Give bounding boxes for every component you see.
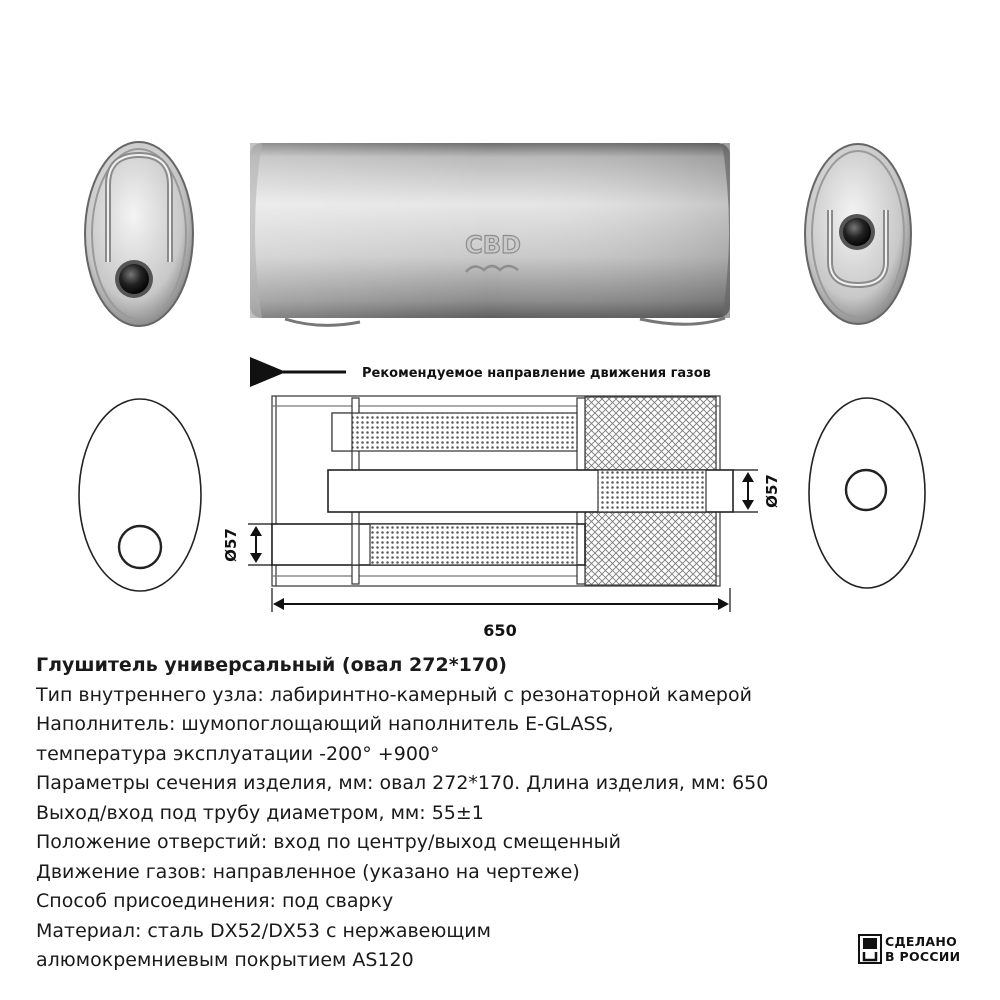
spec-line: алюмокремниевым покрытием AS120 — [36, 949, 414, 971]
spec-list — [36, 651, 836, 976]
ru-mark-icon — [858, 934, 882, 964]
spec-line: Движение газов: направленное (указано на чертеже) — [36, 860, 580, 883]
spec-line: температура эксплуатации -200° +900° — [36, 742, 440, 765]
inlet-hole-right — [846, 470, 886, 510]
spec-line: Выход/вход под трубу диаметром, мм: 55±1 — [36, 801, 484, 824]
spec-line: Наполнитель: шумопоглощающий наполнитель E-GLASS, — [36, 713, 614, 735]
spec-line: Тип внутреннего узла: лабиринтно-камерный с резонаторной камерой — [36, 683, 752, 706]
dim-right-label: Ø57 — [763, 474, 781, 508]
dimension-right — [733, 470, 758, 512]
cross-section — [272, 396, 733, 586]
flow-direction — [283, 366, 711, 381]
spec-line: Положение отверстий: вход по центру/выход смещенный — [36, 831, 621, 853]
end-view-right — [809, 398, 925, 588]
muffler-body-photo — [250, 143, 730, 325]
dim-left-label: Ø57 — [222, 528, 240, 562]
end-cap-left-photo — [85, 142, 193, 326]
end-view-left — [79, 399, 201, 591]
dimension-length — [272, 588, 730, 612]
badge-line-2: В РОССИИ — [885, 949, 961, 964]
badge-line-1: СДЕЛАНО — [885, 934, 958, 949]
flow-label: Рекомендуемое направление движения газов — [362, 366, 711, 381]
spec-line: Материал: сталь DX52/DX53 с нержавеющим — [36, 919, 491, 942]
outlet-hole-left — [119, 526, 161, 568]
dimension-left — [248, 524, 272, 565]
spec-line: Способ присоединения: под сварку — [36, 890, 394, 912]
end-cap-right-photo — [805, 144, 911, 324]
logo-emboss: CBD — [465, 231, 521, 259]
spec-line: Параметры сечения изделия, мм: овал 272*170. Длина изделия, мм: 650 — [36, 772, 769, 794]
dim-length-label: 650 — [483, 621, 517, 640]
product-title: Глушитель универсальный (овал 272*170) — [36, 654, 507, 676]
made-in-russia-badge — [858, 934, 968, 966]
